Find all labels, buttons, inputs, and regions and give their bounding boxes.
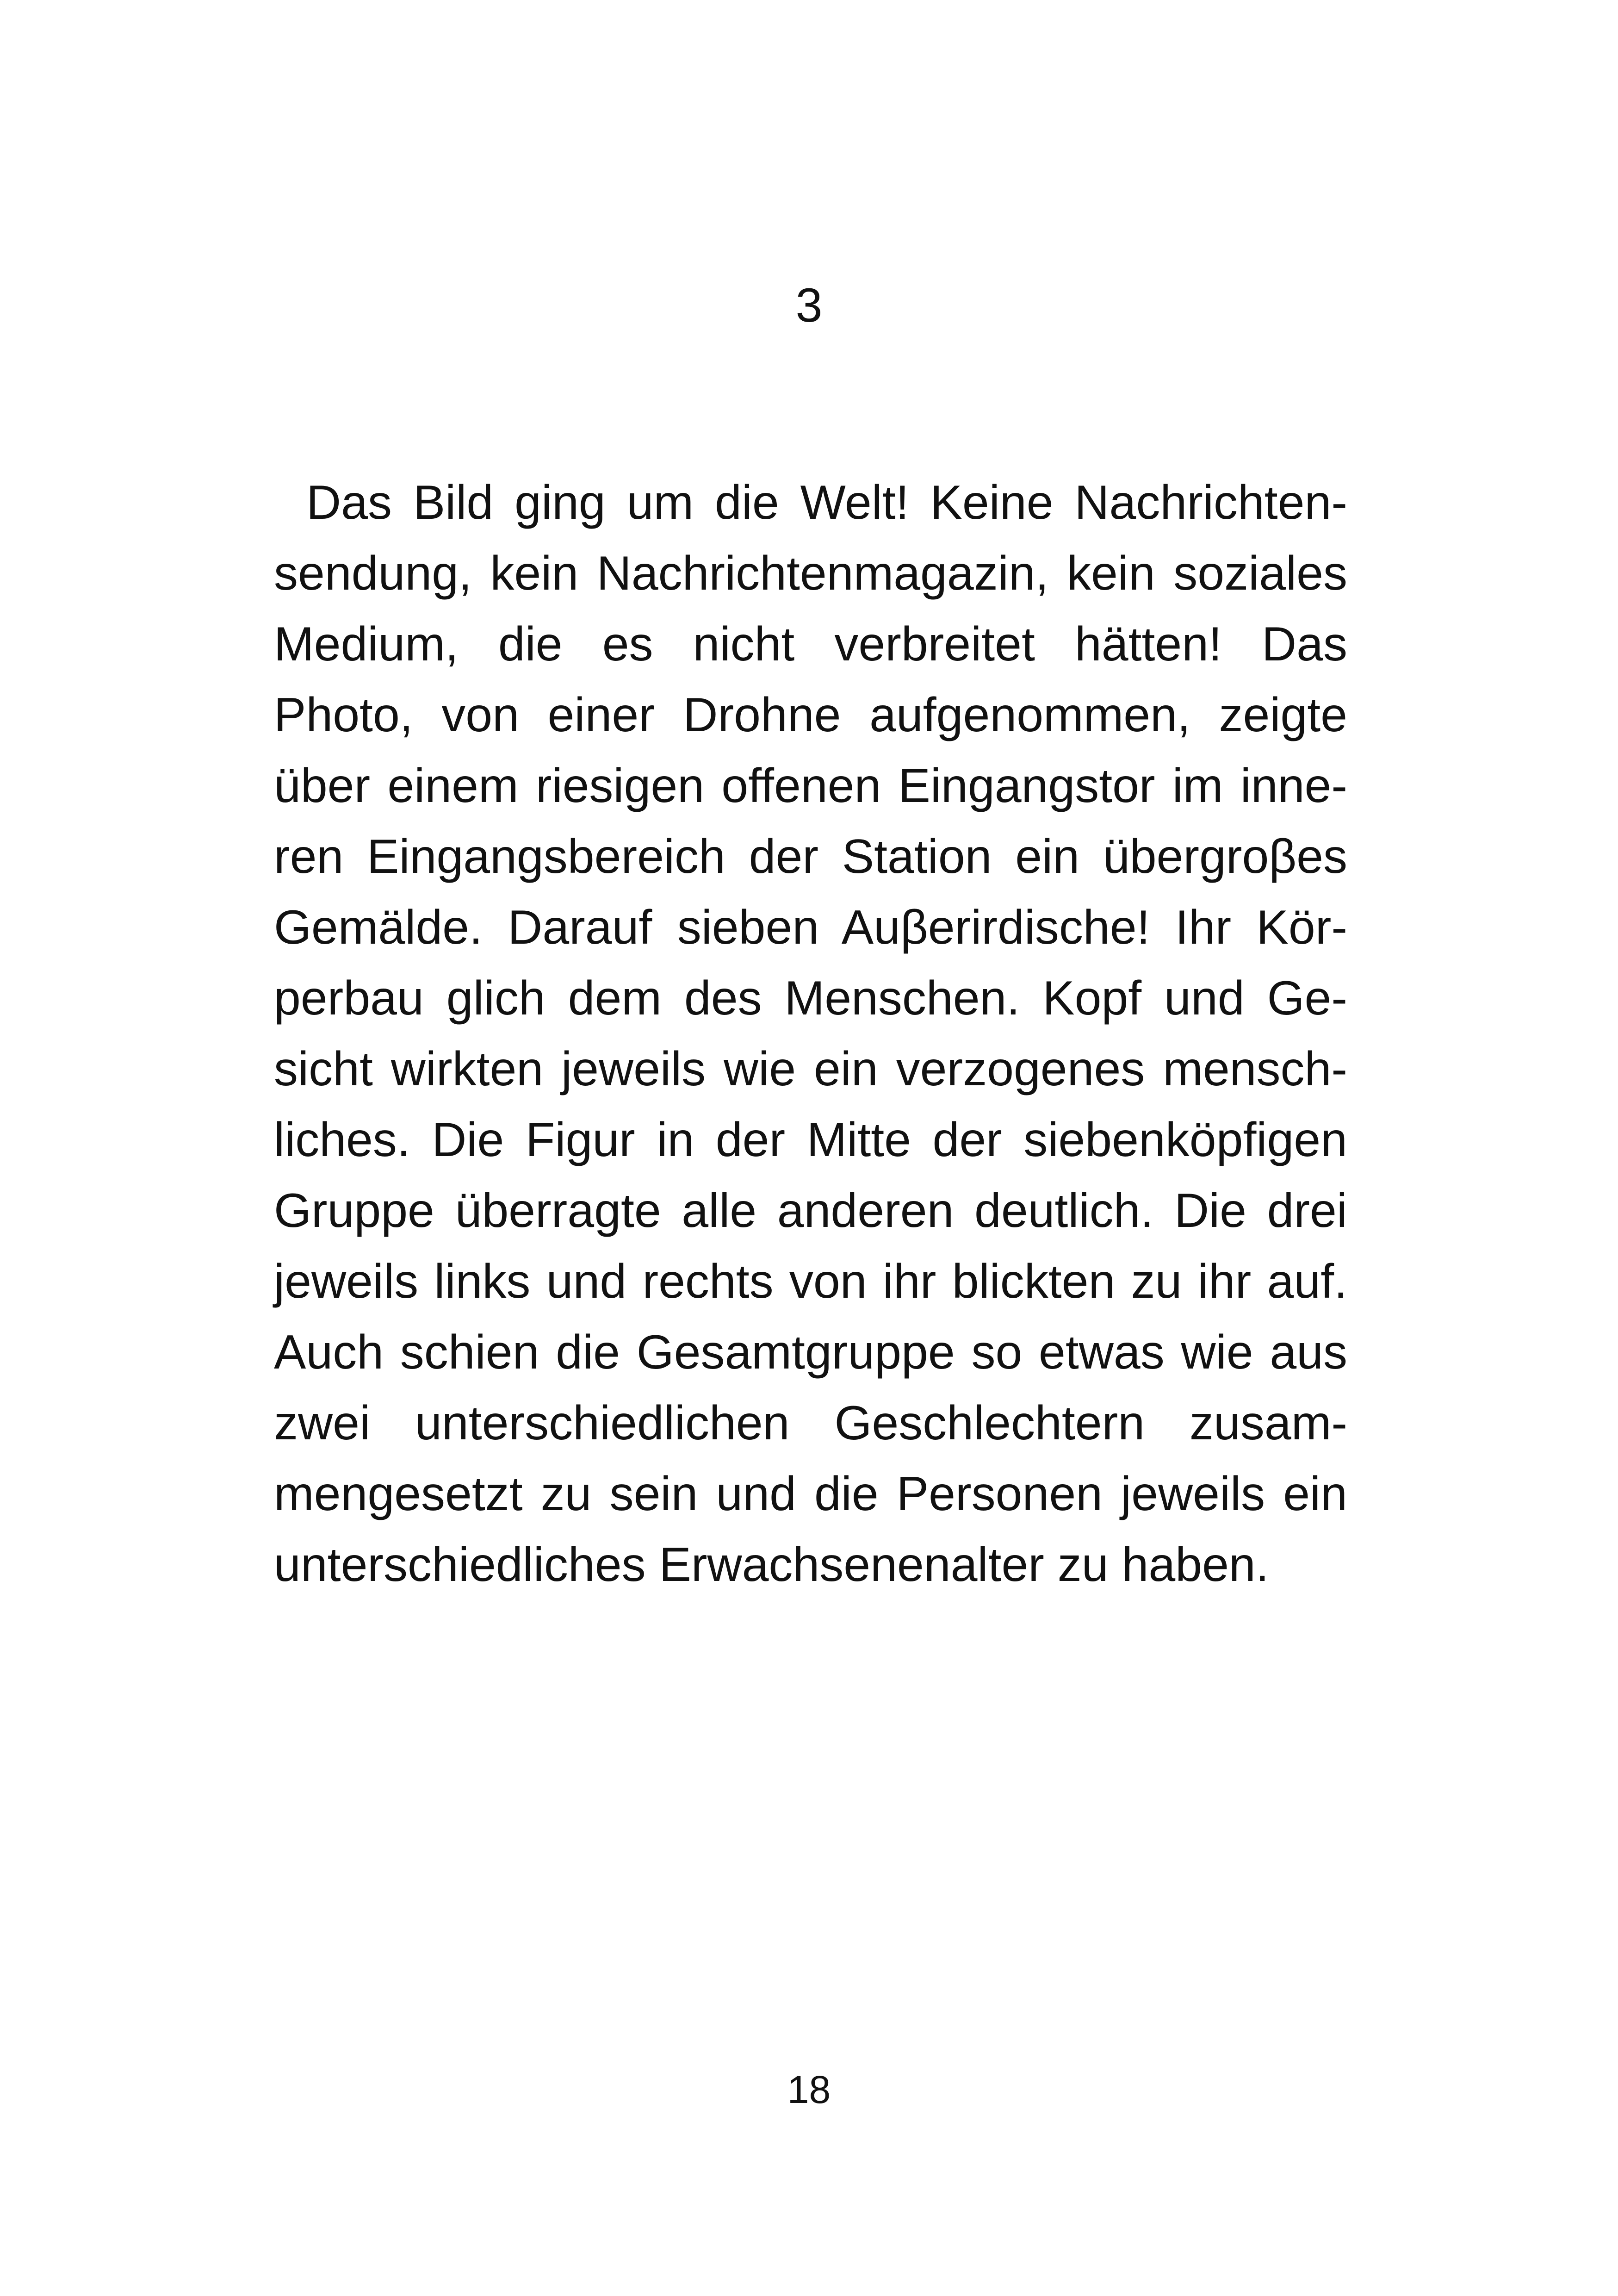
- text-line: Photo, von einer Drohne aufgenommen, zeigte: [274, 688, 1347, 742]
- text-line: Das Bild ging um die Welt! Keine Nachrichten-: [306, 476, 1347, 529]
- text-line: über einem riesigen offenen Eingangstor im inne-: [274, 759, 1347, 813]
- text-line: zwei unterschiedlichen Geschlechtern zusam-: [274, 1396, 1347, 1450]
- text-line: Gemälde. Darauf sieben Auβerirdische! Ihr Kör-: [274, 901, 1347, 954]
- text-line: sendung, kein Nachrichtenmagazin, kein soziales: [274, 547, 1347, 600]
- page-number: 18: [787, 2068, 831, 2111]
- text-line: Gruppe überragte alle anderen deutlich. Die drei: [274, 1184, 1347, 1238]
- body-paragraph: [274, 467, 1347, 1600]
- text-line: mengesetzt zu sein und die Personen jeweils ein: [274, 1467, 1347, 1521]
- text-line: liches. Die Figur in der Mitte der siebenköpfigen: [274, 1113, 1347, 1167]
- text-line: jeweils links und rechts von ihr blickten zu ihr auf.: [274, 1255, 1347, 1308]
- text-line: sicht wirkten jeweils wie ein verzogenes mensch-: [274, 1042, 1347, 1096]
- text-line: perbau glich dem des Menschen. Kopf und Ge-: [274, 971, 1347, 1025]
- chapter-number: 3: [795, 279, 823, 332]
- text-line: unterschiedliches Erwachsenenalter zu haben.: [274, 1538, 1269, 1592]
- text-line: ren Eingangsbereich der Station ein übergroβes: [274, 830, 1347, 884]
- text-line: Medium, die es nicht verbreitet hätten! Das: [274, 617, 1347, 671]
- text-line: Auch schien die Gesamtgruppe so etwas wie aus: [274, 1325, 1347, 1379]
